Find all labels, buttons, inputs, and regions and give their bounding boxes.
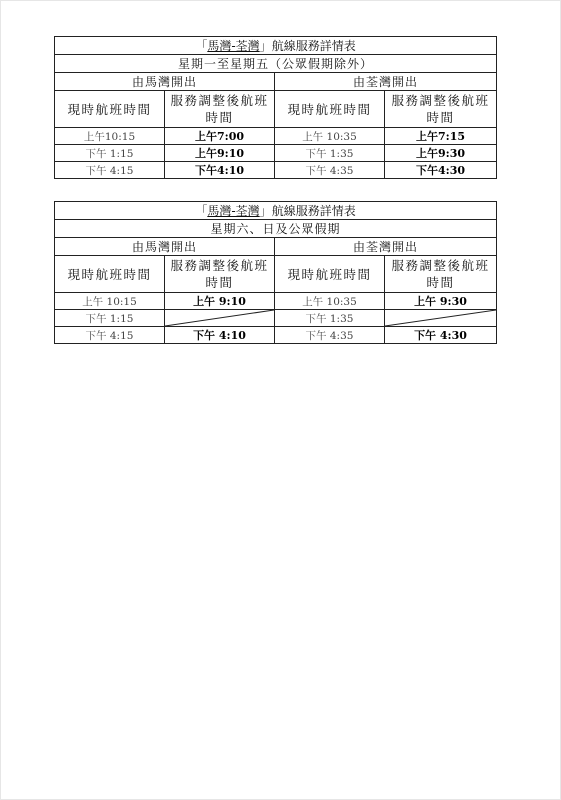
table-row	[55, 293, 497, 310]
service-days-label: 星期六、日及公眾假期	[55, 220, 497, 238]
current-departure: 上午 10:15	[55, 293, 165, 310]
adjusted-departure: 下午4:10	[165, 162, 275, 179]
current-departure: 下午 1:15	[55, 145, 165, 162]
cancelled-slash	[165, 310, 274, 326]
column-adjusted-time: 服務調整後航班時間	[165, 256, 275, 293]
current-departure: 下午 1:35	[275, 145, 385, 162]
direction-tsuen-wan: 由荃灣開出	[275, 238, 497, 256]
table-row	[55, 327, 497, 344]
adjusted-departure: 上午7:00	[165, 128, 275, 145]
adjusted-departure: 上午 9:10	[165, 293, 275, 310]
cancelled-departure	[165, 310, 275, 327]
table-title: 「馬灣-荃灣」航線服務詳情表	[55, 37, 497, 55]
adjusted-departure: 上午9:30	[385, 145, 497, 162]
route-name: 馬灣-荃灣	[207, 39, 260, 53]
table-title: 「馬灣-荃灣」航線服務詳情表	[55, 202, 497, 220]
adjusted-departure: 下午 4:30	[385, 327, 497, 344]
current-departure: 上午 10:35	[275, 293, 385, 310]
table-row	[55, 145, 497, 162]
table-row	[55, 310, 497, 327]
weekend-schedule-table	[54, 201, 497, 344]
current-departure: 下午 4:15	[55, 327, 165, 344]
table-row	[55, 128, 497, 145]
adjusted-departure: 下午4:30	[385, 162, 497, 179]
current-departure: 下午 1:15	[55, 310, 165, 327]
column-adjusted-time: 服務調整後航班時間	[385, 256, 497, 293]
column-current-time: 現時航班時間	[275, 256, 385, 293]
column-adjusted-time: 服務調整後航班時間	[165, 91, 275, 128]
current-departure: 下午 4:35	[275, 162, 385, 179]
adjusted-departure: 上午 9:30	[385, 293, 497, 310]
route-name: 馬灣-荃灣	[207, 204, 260, 218]
column-current-time: 現時航班時間	[275, 91, 385, 128]
current-departure: 上午10:15	[55, 128, 165, 145]
column-current-time: 現時航班時間	[55, 256, 165, 293]
adjusted-departure: 上午9:10	[165, 145, 275, 162]
current-departure: 下午 4:35	[275, 327, 385, 344]
direction-ma-wan: 由馬灣開出	[55, 238, 275, 256]
direction-ma-wan: 由馬灣開出	[55, 73, 275, 91]
current-departure: 下午 1:35	[275, 310, 385, 327]
service-days-label: 星期一至星期五（公眾假期除外）	[55, 55, 497, 73]
adjusted-departure: 上午7:15	[385, 128, 497, 145]
column-adjusted-time: 服務調整後航班時間	[385, 91, 497, 128]
weekday-schedule-table	[54, 36, 497, 179]
current-departure: 上午 10:35	[275, 128, 385, 145]
cancelled-departure	[385, 310, 497, 327]
cancelled-slash	[385, 310, 496, 326]
direction-tsuen-wan: 由荃灣開出	[275, 73, 497, 91]
adjusted-departure: 下午 4:10	[165, 327, 275, 344]
column-current-time: 現時航班時間	[55, 91, 165, 128]
table-row	[55, 162, 497, 179]
current-departure: 下午 4:15	[55, 162, 165, 179]
